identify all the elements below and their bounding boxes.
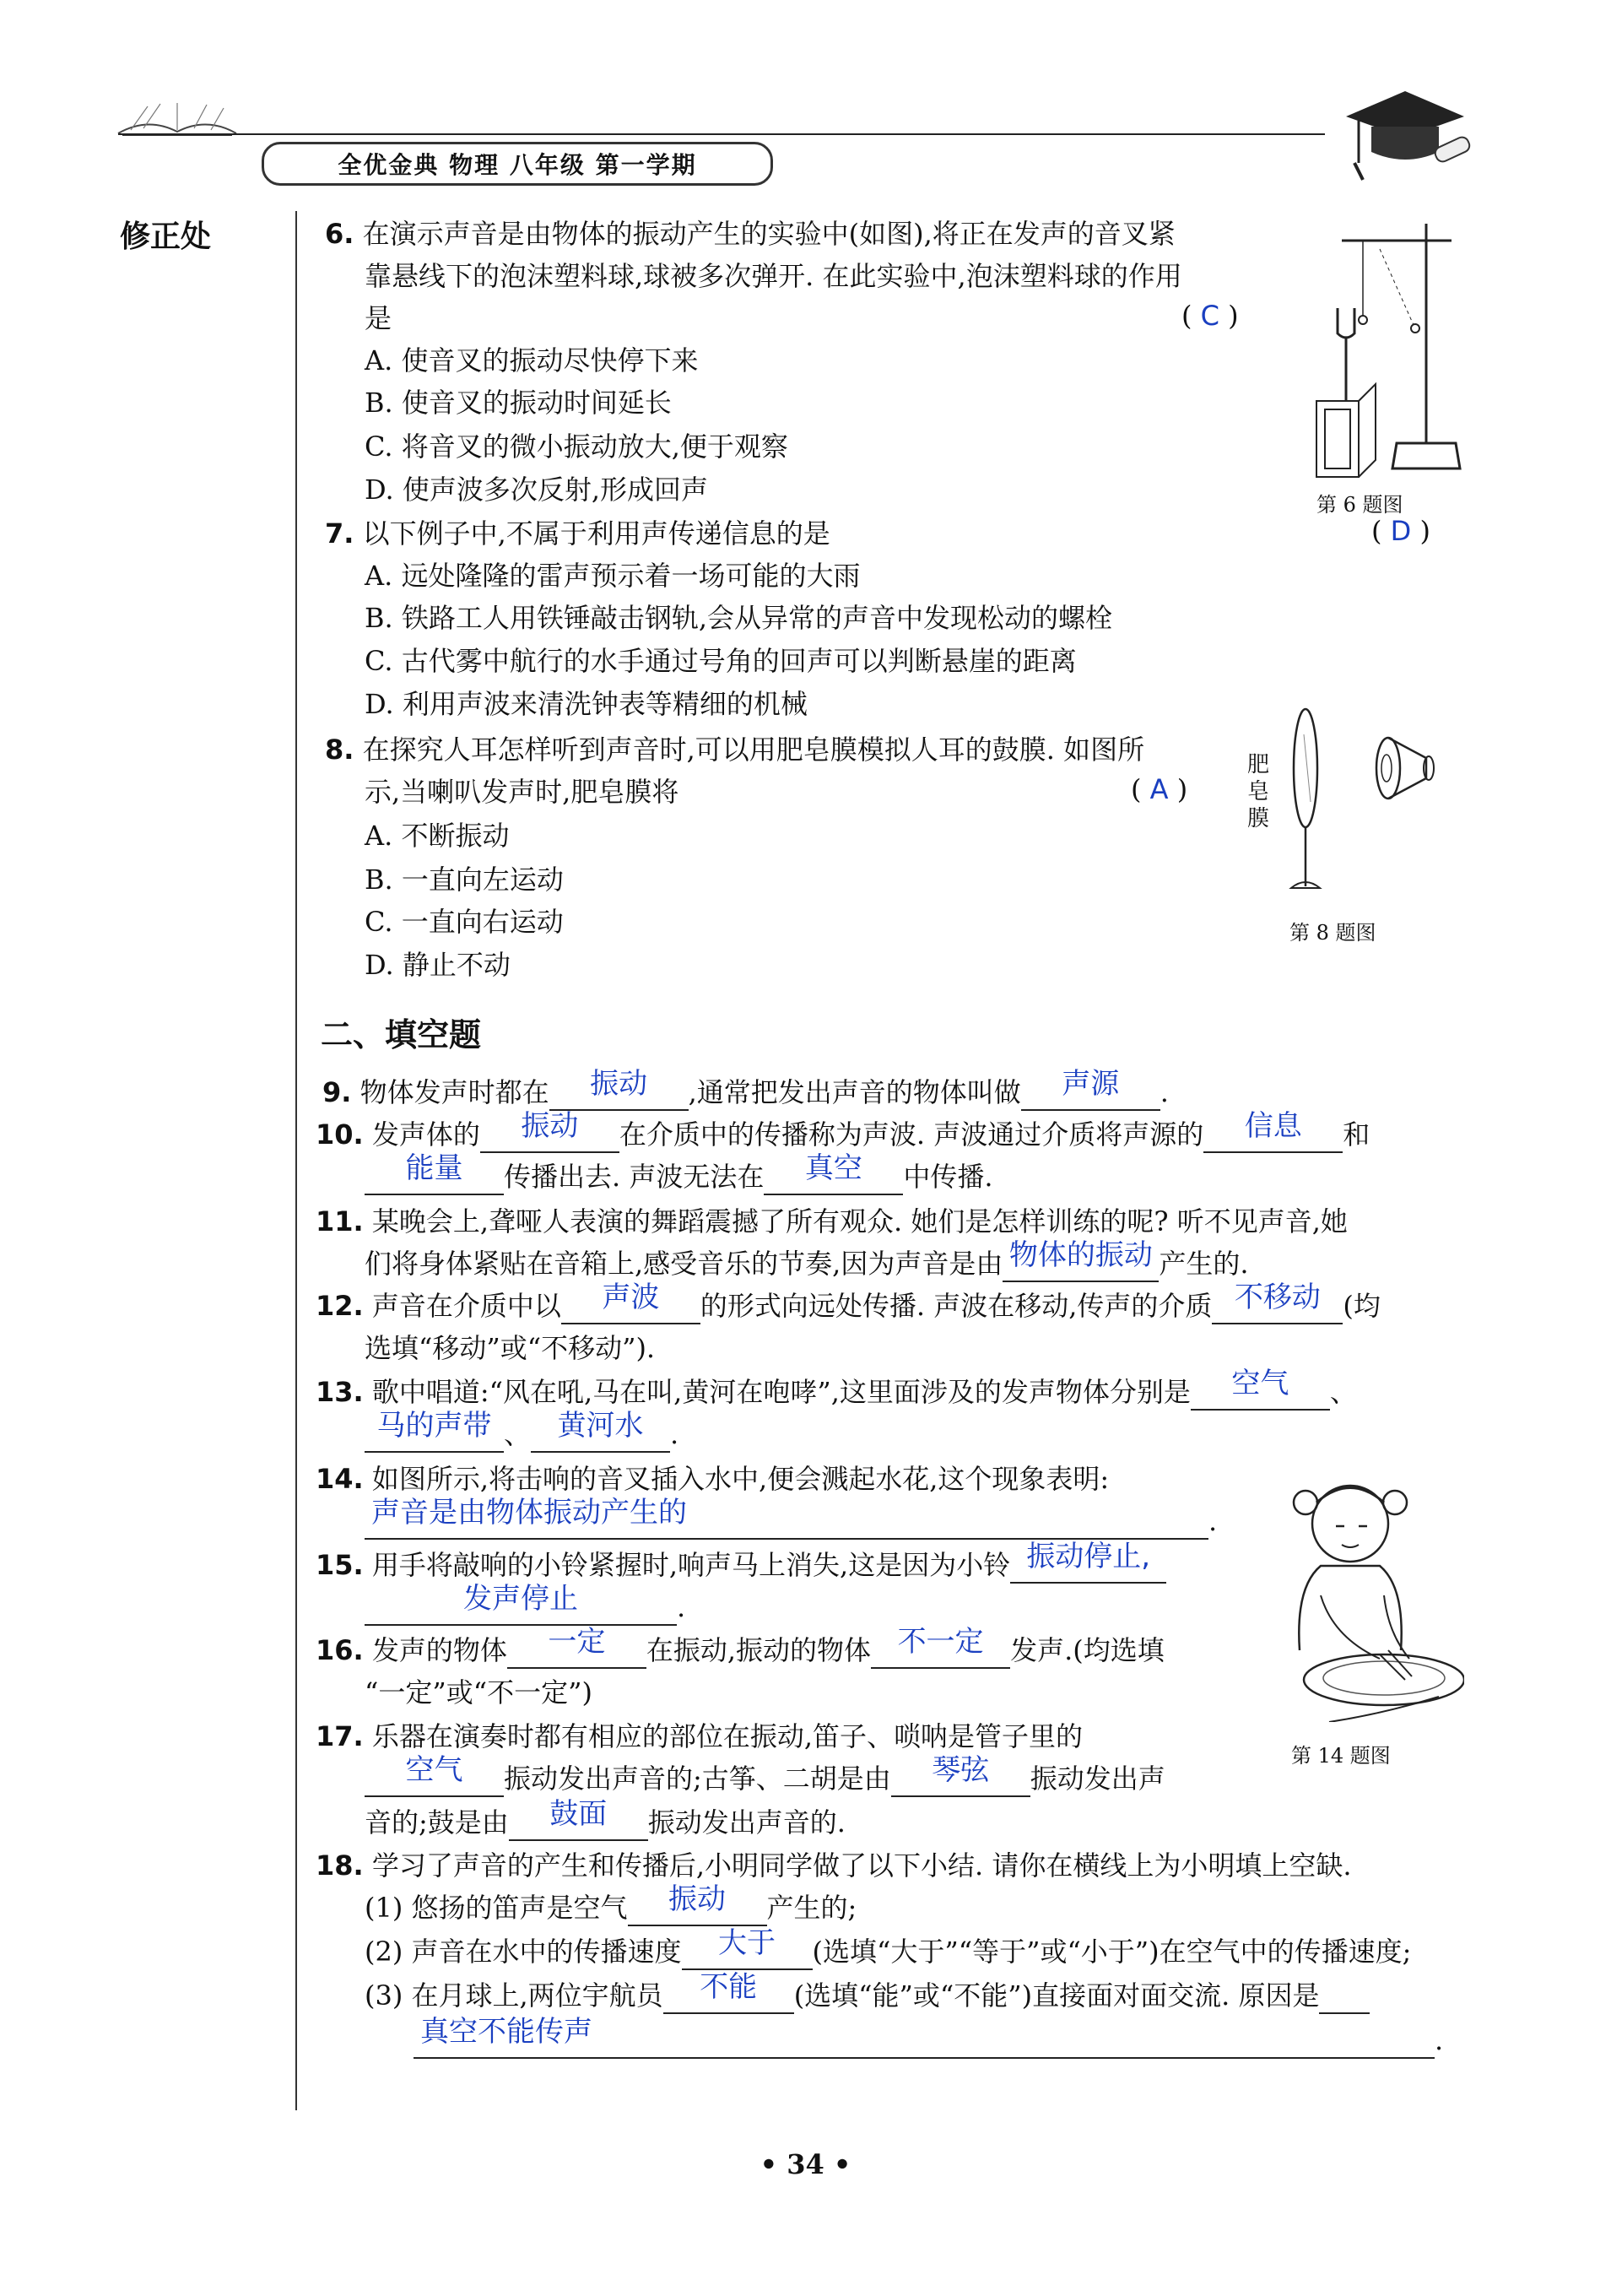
question-text: ,通常把发出声音的物体叫做	[688, 1076, 1021, 1108]
question-text: 中传播.	[903, 1161, 993, 1193]
handwritten-answer: 真空不能传声	[420, 2015, 592, 2049]
book-title: 全优金典 物理 八年级 第一学期	[262, 142, 773, 186]
handwritten-answer: 声源	[1062, 1067, 1120, 1101]
question-number: 8.	[325, 734, 354, 766]
answer-blank[interactable]	[365, 1496, 1208, 1540]
question-text: .	[670, 1418, 679, 1450]
question-text: 某晚会上,聋哑人表演的舞蹈震撼了所有观众. 她们是怎样训练的呢? 听不见声音,她	[371, 1205, 1348, 1237]
question-text: 用手将敲响的小铃紧握时,响声马上消失,这是因为小铃	[371, 1549, 1011, 1581]
answer-blank[interactable]	[1212, 1281, 1343, 1324]
question-text: 、	[504, 1418, 532, 1450]
figure-caption: 第 14 题图	[1291, 1744, 1391, 1768]
question-text: 们将身体紧贴在音箱上,感受音乐的节奏,因为声音是由	[365, 1248, 1003, 1280]
answer-blank[interactable]	[365, 1753, 504, 1797]
question-16	[316, 1625, 1165, 1669]
handwritten-answer: 不一定	[897, 1625, 984, 1659]
question-number: 17.	[316, 1720, 364, 1752]
question-9	[322, 1067, 1169, 1111]
question-text: (选填“大于”“等于”或“小于”)在空气中的传播速度;	[812, 1936, 1412, 1968]
question-text: (选填“能”或“不能”)直接面对面交流. 原因是	[793, 1979, 1320, 2012]
question-18-part1	[365, 1882, 857, 1926]
handwritten-answer: 空气	[405, 1753, 463, 1787]
question-text: .	[1160, 1076, 1169, 1108]
question-text: (均	[1343, 1290, 1381, 1322]
question-number: 9.	[322, 1076, 352, 1108]
question-text: 的形式向远处传播. 声波在移动,传声的介质	[700, 1290, 1213, 1322]
question-text: 发声.(均选填	[1010, 1634, 1165, 1666]
handwritten-answer: 振动停止,	[1026, 1540, 1151, 1573]
question-text: (2) 声音在水中的传播速度	[365, 1936, 682, 1968]
answer-blank[interactable]	[365, 1151, 504, 1195]
handwritten-answer: 振动	[521, 1109, 579, 1143]
option: A. 不断振动	[365, 820, 510, 852]
question-6	[325, 215, 1176, 252]
answer-mark: A	[1149, 773, 1169, 805]
answer-blank[interactable]	[1003, 1238, 1159, 1282]
question-text: 振动发出声音的.	[647, 1806, 846, 1838]
handwritten-answer: 声波	[602, 1281, 660, 1314]
question-text: (1) 悠扬的笛声是空气	[365, 1892, 628, 1924]
question-text: 音的;鼓是由	[365, 1806, 509, 1838]
option: A. 使音叉的振动尽快停下来	[365, 344, 699, 376]
question-number: 18.	[316, 1849, 364, 1882]
handwritten-answer: 黄河水	[557, 1409, 644, 1443]
answer-paren: ( D )	[1371, 515, 1430, 547]
option: C. 一直向右运动	[365, 906, 564, 938]
answer-blank[interactable]	[663, 1970, 794, 2014]
answer-blank[interactable]	[682, 1926, 813, 1970]
question-number: 7.	[325, 517, 354, 550]
option: B. 一直向左运动	[365, 864, 564, 896]
question-18-part3-cont	[414, 2015, 1444, 2059]
header-rule	[118, 133, 1325, 135]
margin-label: 修正处	[120, 219, 212, 254]
question-text: 在介质中的传播称为声波. 声波通过介质将声源的	[619, 1118, 1204, 1151]
answer-paren: ( A )	[1131, 773, 1188, 805]
answer-blank[interactable]	[1010, 1540, 1166, 1584]
answer-paren: ( C )	[1181, 300, 1239, 332]
question-number: 6.	[325, 218, 354, 250]
answer-blank[interactable]	[549, 1067, 689, 1111]
answer-blank[interactable]	[871, 1625, 1010, 1669]
question-13-cont	[365, 1409, 679, 1453]
question-7	[325, 515, 830, 552]
question-17-cont	[365, 1753, 1165, 1797]
question-text: 发声的物体	[371, 1634, 507, 1666]
handwritten-answer: 不能	[700, 1970, 758, 2004]
question-text: 振动发出声	[1030, 1763, 1165, 1795]
option: D. 使声波多次反射,形成回声	[365, 474, 709, 506]
handwritten-answer: 发声停止	[463, 1582, 578, 1616]
question-number: 13.	[316, 1376, 364, 1408]
question-18	[316, 1847, 1352, 1884]
handwritten-answer: 信息	[1244, 1109, 1302, 1143]
option: A. 远处隆隆的雷声预示着一场可能的大雨	[365, 560, 861, 592]
question-15	[316, 1540, 1166, 1584]
question-text: 、	[1329, 1376, 1357, 1408]
handwritten-answer: 一定	[548, 1625, 606, 1659]
question-number: 12.	[316, 1290, 364, 1322]
handwritten-answer: 振动	[590, 1067, 648, 1101]
option: B. 铁路工人用铁锤敲击钢轨,会从异常的声音中发现松动的螺栓	[365, 602, 1113, 634]
question-14	[316, 1460, 1109, 1497]
handwritten-answer: 琴弦	[932, 1753, 990, 1787]
answer-blank[interactable]	[509, 1797, 648, 1841]
question-number: 10.	[316, 1118, 364, 1151]
question-8	[325, 731, 1144, 768]
question-10-cont	[365, 1151, 993, 1195]
handwritten-answer: 大于	[718, 1926, 776, 1960]
answer-mark: C	[1200, 300, 1219, 332]
answer-blank[interactable]	[1191, 1367, 1330, 1411]
question-number: 16.	[316, 1634, 364, 1666]
answer-blank[interactable]	[1203, 1109, 1343, 1153]
question-10	[316, 1109, 1370, 1153]
handwritten-answer: 真空	[804, 1151, 862, 1185]
option: C. 古代雾中航行的水手通过号角的回声可以判断悬崖的距离	[365, 645, 1077, 677]
question-11	[316, 1203, 1348, 1240]
handwritten-answer: 物体的振动	[1008, 1238, 1153, 1272]
handwritten-answer: 马的声带	[376, 1409, 492, 1443]
question-text: 如图所示,将击响的音叉插入水中,便会溅起水花,这个现象表明:	[371, 1463, 1110, 1495]
question-number: 14.	[316, 1463, 364, 1495]
handwritten-answer: 能量	[405, 1151, 463, 1185]
soap-film-speaker-figure	[1279, 701, 1464, 903]
question-text: .	[677, 1591, 686, 1623]
question-text: .	[1208, 1505, 1218, 1537]
answer-blank[interactable]	[891, 1753, 1030, 1797]
question-12	[316, 1281, 1381, 1324]
question-17	[316, 1718, 1083, 1755]
option: B. 使音叉的振动时间延长	[365, 387, 672, 419]
answer-blank[interactable]	[365, 1582, 677, 1626]
question-text: (3) 在月球上,两位宇航员	[365, 1979, 663, 2012]
answer-blank[interactable]	[764, 1151, 903, 1195]
graduation-cap-icon	[1338, 83, 1473, 184]
question-18-part3	[365, 1970, 1370, 2014]
question-text: 在探究人耳怎样听到声音时,可以用肥皂膜模拟人耳的鼓膜. 如图所	[362, 734, 1145, 766]
soap-film-label: 肥皂膜	[1247, 752, 1270, 831]
question-text: 物体发声时都在	[360, 1076, 549, 1108]
question-text: 歌中唱道:“风在吼,马在叫,黄河在咆哮”,这里面涉及的发声物体分别是	[371, 1376, 1191, 1408]
question-text: 乐器在演奏时都有相应的部位在振动,笛子、唢呐是管子里的	[371, 1720, 1084, 1752]
question-text: 产生的;	[766, 1892, 857, 1924]
answer-blank[interactable]	[507, 1625, 646, 1669]
question-14-cont	[365, 1496, 1218, 1540]
question-text: .	[1435, 2024, 1444, 2056]
handwritten-answer: 不移动	[1234, 1281, 1321, 1314]
question-15-cont	[365, 1582, 686, 1626]
section-title: 二、填空题	[321, 1016, 482, 1053]
margin-divider	[295, 211, 297, 2110]
question-text: 选填“移动”或“不移动”).	[365, 1332, 656, 1364]
question-text: 是	[365, 302, 392, 334]
question-text: 传播出去. 声波无法在	[504, 1161, 765, 1193]
answer-blank-tail	[1319, 1979, 1370, 2014]
answer-blank[interactable]	[531, 1409, 670, 1453]
handwritten-answer: 声音是由物体振动产生的	[371, 1496, 687, 1530]
figure-caption: 第 8 题图	[1289, 921, 1376, 945]
handwritten-answer: 鼓面	[549, 1797, 608, 1831]
option: D. 静止不动	[365, 949, 511, 981]
question-text: 发声体的	[371, 1118, 480, 1151]
tuning-fork-figure	[1295, 215, 1464, 485]
book-logo	[114, 100, 241, 138]
question-text: 振动发出声音的;古筝、二胡是由	[504, 1763, 891, 1795]
question-17-cont2	[365, 1797, 846, 1841]
question-text: 和	[1343, 1118, 1370, 1151]
question-text: 在演示声音是由物体的振动产生的实验中(如图),将正在发声的音叉紧	[362, 218, 1176, 250]
answer-blank[interactable]	[480, 1109, 619, 1153]
question-number: 11.	[316, 1205, 364, 1237]
answer-blank[interactable]	[1021, 1067, 1160, 1111]
question-18-part2	[365, 1926, 1412, 1970]
question-text: 学习了声音的产生和传播后,小明同学做了以下小结. 请你在横线上为小明填上空缺.	[371, 1849, 1352, 1882]
question-text: 靠悬线下的泡沫塑料球,球被多次弹开. 在此实验中,泡沫塑料球的作用	[365, 260, 1182, 292]
answer-blank[interactable]	[414, 2015, 1435, 2059]
answer-blank[interactable]	[561, 1281, 700, 1324]
question-13	[316, 1367, 1357, 1411]
answer-blank[interactable]	[365, 1409, 504, 1453]
answer-blank[interactable]	[628, 1882, 767, 1926]
question-text: 在振动,振动的物体	[646, 1634, 872, 1666]
girl-tuning-fork-water-figure	[1253, 1469, 1464, 1722]
page-number: • 34 •	[760, 2148, 851, 2180]
question-number: 15.	[316, 1549, 364, 1581]
option: D. 利用声波来清洗钟表等精细的机械	[365, 688, 808, 720]
figure-caption: 第 6 题图	[1316, 493, 1403, 517]
handwritten-answer: 空气	[1231, 1367, 1289, 1400]
option: C. 将音叉的微小振动放大,便于观察	[365, 430, 788, 463]
question-text: 示,当喇叭发声时,肥皂膜将	[365, 776, 679, 808]
question-text: 产生的.	[1159, 1248, 1249, 1280]
question-text: “一定”或“不一定”)	[365, 1676, 592, 1708]
question-text: 声音在介质中以	[371, 1290, 561, 1322]
handwritten-answer: 振动	[668, 1882, 727, 1916]
question-text: 以下例子中,不属于利用声传递信息的是	[362, 517, 830, 550]
answer-mark: D	[1390, 515, 1412, 547]
question-11-cont	[365, 1238, 1249, 1282]
